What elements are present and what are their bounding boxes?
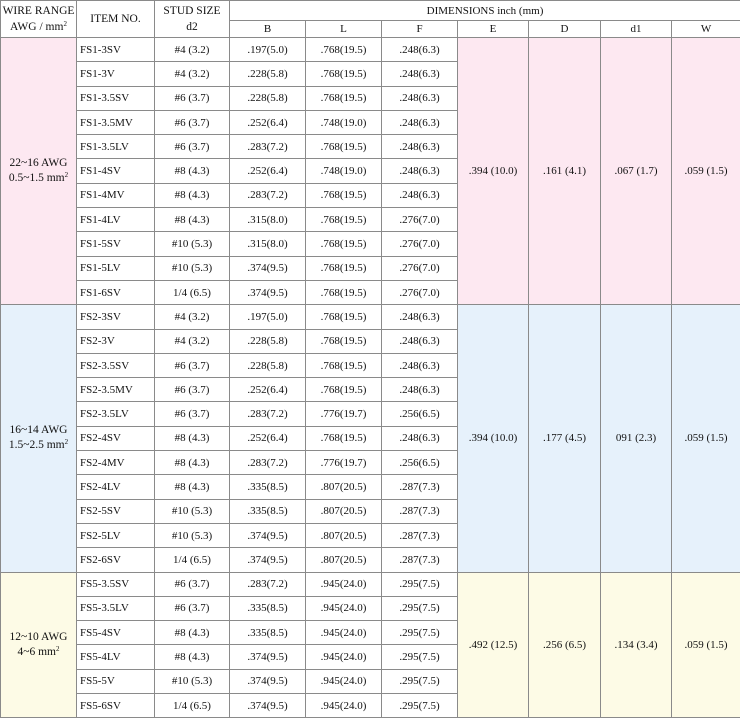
dim-f-cell: .276(7.0) [382, 208, 458, 232]
stud-size-cell: 1/4 (6.5) [155, 548, 230, 572]
dim-e-cell: .394 (10.0) [458, 305, 529, 572]
dim-l-cell: .768(19.5) [306, 62, 382, 86]
dim-b-cell: .315(8.0) [230, 232, 306, 256]
stud-size-cell: #6 (3.7) [155, 353, 230, 377]
dim-b-cell: .335(8.5) [230, 499, 306, 523]
wire-range-cell [1, 305, 77, 572]
dim-l-cell: .807(20.5) [306, 523, 382, 547]
dim-l-cell: .945(24.0) [306, 596, 382, 620]
dim-b-cell: .374(9.5) [230, 256, 306, 280]
dim-l-cell: .945(24.0) [306, 621, 382, 645]
stud-size-cell: #8 (4.3) [155, 645, 230, 669]
wire-range-mm-sup: 2 [56, 644, 60, 653]
dim-f-cell: .295(7.5) [382, 694, 458, 718]
dim-f-cell: .248(6.3) [382, 86, 458, 110]
dim-l-cell: .768(19.5) [306, 232, 382, 256]
dim-l-cell: .748(19.0) [306, 159, 382, 183]
table-body [1, 38, 740, 718]
dim-f-cell: .248(6.3) [382, 110, 458, 134]
dim-f-cell: .256(6.5) [382, 451, 458, 475]
item-no-cell: FS2-3.5LV [77, 402, 155, 426]
dim-w-cell: .059 (1.5) [672, 38, 740, 305]
dim-e-cell: .492 (12.5) [458, 572, 529, 718]
item-no-cell: FS5-3.5SV [77, 572, 155, 596]
dim-f-cell: .256(6.5) [382, 402, 458, 426]
table-header [1, 1, 740, 38]
dim-l-cell: .768(19.5) [306, 183, 382, 207]
stud-size-cell: #6 (3.7) [155, 110, 230, 134]
dim-f-cell: .287(7.3) [382, 475, 458, 499]
stud-size-cell: #10 (5.3) [155, 232, 230, 256]
wire-range-mm-sup: 2 [64, 171, 69, 180]
dim-f-cell: .295(7.5) [382, 596, 458, 620]
header-wire-range-label: WIRE RANGE [2, 5, 75, 17]
dim-b-cell: .252(6.4) [230, 426, 306, 450]
item-no-cell: FS1-5SV [77, 232, 155, 256]
dim-f-cell: .295(7.5) [382, 669, 458, 693]
dim-d-cell: .161 (4.1) [529, 38, 601, 305]
header-l: L [306, 21, 382, 38]
item-no-cell: FS2-3SV [77, 305, 155, 329]
dim-l-cell: .945(24.0) [306, 669, 382, 693]
dim-l-cell: .768(19.5) [306, 135, 382, 159]
item-no-cell: FS1-3.5LV [77, 135, 155, 159]
dim-l-cell: .768(19.5) [306, 329, 382, 353]
header-d1: d1 [601, 21, 672, 38]
dim-f-cell: .248(6.3) [382, 159, 458, 183]
stud-size-cell: #6 (3.7) [155, 572, 230, 596]
item-no-cell: FS5-4LV [77, 645, 155, 669]
dim-b-cell: .374(9.5) [230, 645, 306, 669]
item-no-cell: FS2-4MV [77, 451, 155, 475]
stud-size-cell: #4 (3.2) [155, 305, 230, 329]
dim-f-cell: .287(7.3) [382, 548, 458, 572]
dim-f-cell: .248(6.3) [382, 183, 458, 207]
dim-f-cell: .248(6.3) [382, 62, 458, 86]
stud-size-cell: #10 (5.3) [155, 499, 230, 523]
dim-b-cell: .374(9.5) [230, 280, 306, 304]
table-row [1, 572, 740, 596]
dim-l-cell: .807(20.5) [306, 475, 382, 499]
dim-f-cell: .276(7.0) [382, 280, 458, 304]
stud-size-cell: #6 (3.7) [155, 378, 230, 402]
wire-range-mm-sup: 2 [64, 438, 69, 447]
dim-l-cell: .768(19.5) [306, 305, 382, 329]
stud-size-cell: #6 (3.7) [155, 86, 230, 110]
dim-b-cell: .228(5.8) [230, 86, 306, 110]
stud-size-cell: #4 (3.2) [155, 329, 230, 353]
dim-b-cell: .335(8.5) [230, 596, 306, 620]
dim-b-cell: .197(5.0) [230, 38, 306, 62]
dim-f-cell: .276(7.0) [382, 232, 458, 256]
dim-b-cell: .335(8.5) [230, 621, 306, 645]
dim-b-cell: .374(9.5) [230, 669, 306, 693]
stud-size-cell: #8 (4.3) [155, 621, 230, 645]
dim-l-cell: .768(19.5) [306, 378, 382, 402]
item-no-cell: FS1-5LV [77, 256, 155, 280]
dim-f-cell: .248(6.3) [382, 38, 458, 62]
header-w: W [672, 21, 740, 38]
dim-f-cell: .248(6.3) [382, 378, 458, 402]
dim-l-cell: .807(20.5) [306, 499, 382, 523]
dim-d1-cell: .134 (3.4) [601, 572, 672, 718]
stud-size-cell: #4 (3.2) [155, 62, 230, 86]
item-no-cell: FS1-3V [77, 62, 155, 86]
dim-f-cell: .295(7.5) [382, 645, 458, 669]
item-no-cell: FS1-4MV [77, 183, 155, 207]
dim-b-cell: .252(6.4) [230, 110, 306, 134]
stud-size-cell: 1/4 (6.5) [155, 694, 230, 718]
header-item-no: ITEM NO. [77, 1, 155, 38]
dim-b-cell: .228(5.8) [230, 329, 306, 353]
dim-f-cell: .287(7.3) [382, 523, 458, 547]
stud-size-cell: #6 (3.7) [155, 135, 230, 159]
dim-l-cell: .748(19.0) [306, 110, 382, 134]
dim-w-cell: .059 (1.5) [672, 305, 740, 572]
header-stud-size-label: STUD SIZE [163, 5, 221, 17]
wire-range-awg: 16~14 AWG [9, 424, 68, 437]
dim-b-cell: .283(7.2) [230, 451, 306, 475]
stud-size-cell: #8 (4.3) [155, 159, 230, 183]
dim-b-cell: .374(9.5) [230, 694, 306, 718]
item-no-cell: FS5-6SV [77, 694, 155, 718]
dim-f-cell: .248(6.3) [382, 426, 458, 450]
item-no-cell: FS1-4LV [77, 208, 155, 232]
table-row [1, 305, 740, 329]
stud-size-cell: #10 (5.3) [155, 523, 230, 547]
dim-l-cell: .776(19.7) [306, 402, 382, 426]
stud-size-cell: #8 (4.3) [155, 183, 230, 207]
dim-l-cell: .768(19.5) [306, 280, 382, 304]
item-no-cell: FS2-3V [77, 329, 155, 353]
stud-size-cell: #6 (3.7) [155, 402, 230, 426]
dim-l-cell: .768(19.5) [306, 426, 382, 450]
dim-b-cell: .374(9.5) [230, 523, 306, 547]
dim-l-cell: .945(24.0) [306, 645, 382, 669]
item-no-cell: FS2-5LV [77, 523, 155, 547]
item-no-cell: FS1-3.5SV [77, 86, 155, 110]
stud-size-cell: #10 (5.3) [155, 669, 230, 693]
item-no-cell: FS2-4SV [77, 426, 155, 450]
dim-f-cell: .287(7.3) [382, 499, 458, 523]
header-stud-d2: d2 [186, 21, 198, 33]
dim-b-cell: .228(5.8) [230, 353, 306, 377]
dim-f-cell: .295(7.5) [382, 621, 458, 645]
stud-size-cell: #8 (4.3) [155, 451, 230, 475]
item-no-cell: FS2-3.5SV [77, 353, 155, 377]
dim-b-cell: .315(8.0) [230, 208, 306, 232]
dim-b-cell: .374(9.5) [230, 548, 306, 572]
dim-l-cell: .768(19.5) [306, 353, 382, 377]
dim-e-cell: .394 (10.0) [458, 38, 529, 305]
dim-w-cell: .059 (1.5) [672, 572, 740, 718]
dim-f-cell: .248(6.3) [382, 135, 458, 159]
dim-b-cell: .335(8.5) [230, 475, 306, 499]
dim-l-cell: .768(19.5) [306, 208, 382, 232]
dim-f-cell: .248(6.3) [382, 329, 458, 353]
stud-size-cell: #10 (5.3) [155, 256, 230, 280]
dim-b-cell: .252(6.4) [230, 159, 306, 183]
stud-size-cell: #8 (4.3) [155, 208, 230, 232]
table-row [1, 38, 740, 62]
header-f: F [382, 21, 458, 38]
dim-l-cell: .768(19.5) [306, 256, 382, 280]
dim-b-cell: .283(7.2) [230, 572, 306, 596]
item-no-cell: FS2-4LV [77, 475, 155, 499]
item-no-cell: FS1-6SV [77, 280, 155, 304]
dim-f-cell: .276(7.0) [382, 256, 458, 280]
dim-b-cell: .283(7.2) [230, 183, 306, 207]
dim-b-cell: .252(6.4) [230, 378, 306, 402]
wire-range-cell [1, 572, 77, 718]
stud-size-cell: #4 (3.2) [155, 38, 230, 62]
dim-d-cell: .177 (4.5) [529, 305, 601, 572]
wire-range-awg: 12~10 AWG [9, 630, 68, 643]
dim-l-cell: .945(24.0) [306, 572, 382, 596]
item-no-cell: FS1-4SV [77, 159, 155, 183]
dim-b-cell: .283(7.2) [230, 135, 306, 159]
item-no-cell: FS5-4SV [77, 621, 155, 645]
header-b: B [230, 21, 306, 38]
dim-d1-cell: 091 (2.3) [601, 305, 672, 572]
item-no-cell: FS5-3.5LV [77, 596, 155, 620]
dim-d-cell: .256 (6.5) [529, 572, 601, 718]
header-wire-range [1, 1, 77, 38]
header-dimensions: DIMENSIONS inch (mm) [230, 1, 740, 21]
header-stud-size [155, 1, 230, 38]
dim-l-cell: .776(19.7) [306, 451, 382, 475]
dim-b-cell: .283(7.2) [230, 402, 306, 426]
dim-l-cell: .945(24.0) [306, 694, 382, 718]
stud-size-cell: #8 (4.3) [155, 475, 230, 499]
wire-range-mm: 4~6 mm [17, 645, 56, 658]
item-no-cell: FS2-3.5MV [77, 378, 155, 402]
dim-f-cell: .248(6.3) [382, 353, 458, 377]
wire-range-awg: 22~16 AWG [9, 157, 68, 170]
item-no-cell: FS2-6SV [77, 548, 155, 572]
dim-l-cell: .807(20.5) [306, 548, 382, 572]
item-no-cell: FS5-5V [77, 669, 155, 693]
stud-size-cell: #6 (3.7) [155, 596, 230, 620]
item-no-cell: FS2-5SV [77, 499, 155, 523]
wire-range-cell [1, 38, 77, 305]
item-no-cell: FS1-3SV [77, 38, 155, 62]
dim-l-cell: .768(19.5) [306, 86, 382, 110]
dim-b-cell: .197(5.0) [230, 305, 306, 329]
header-wire-units-sup: 2 [63, 20, 67, 28]
header-e: E [458, 21, 529, 38]
item-no-cell: FS1-3.5MV [77, 110, 155, 134]
dim-f-cell: .295(7.5) [382, 572, 458, 596]
wire-range-mm: 0.5~1.5 mm [8, 172, 65, 185]
header-wire-units: AWG / mm [10, 21, 64, 33]
dim-f-cell: .248(6.3) [382, 305, 458, 329]
header-d: D [529, 21, 601, 38]
stud-size-cell: 1/4 (6.5) [155, 280, 230, 304]
stud-size-cell: #8 (4.3) [155, 426, 230, 450]
dim-l-cell: .768(19.5) [306, 38, 382, 62]
dim-b-cell: .228(5.8) [230, 62, 306, 86]
dim-d1-cell: .067 (1.7) [601, 38, 672, 305]
wire-range-mm: 1.5~2.5 mm [8, 439, 65, 452]
